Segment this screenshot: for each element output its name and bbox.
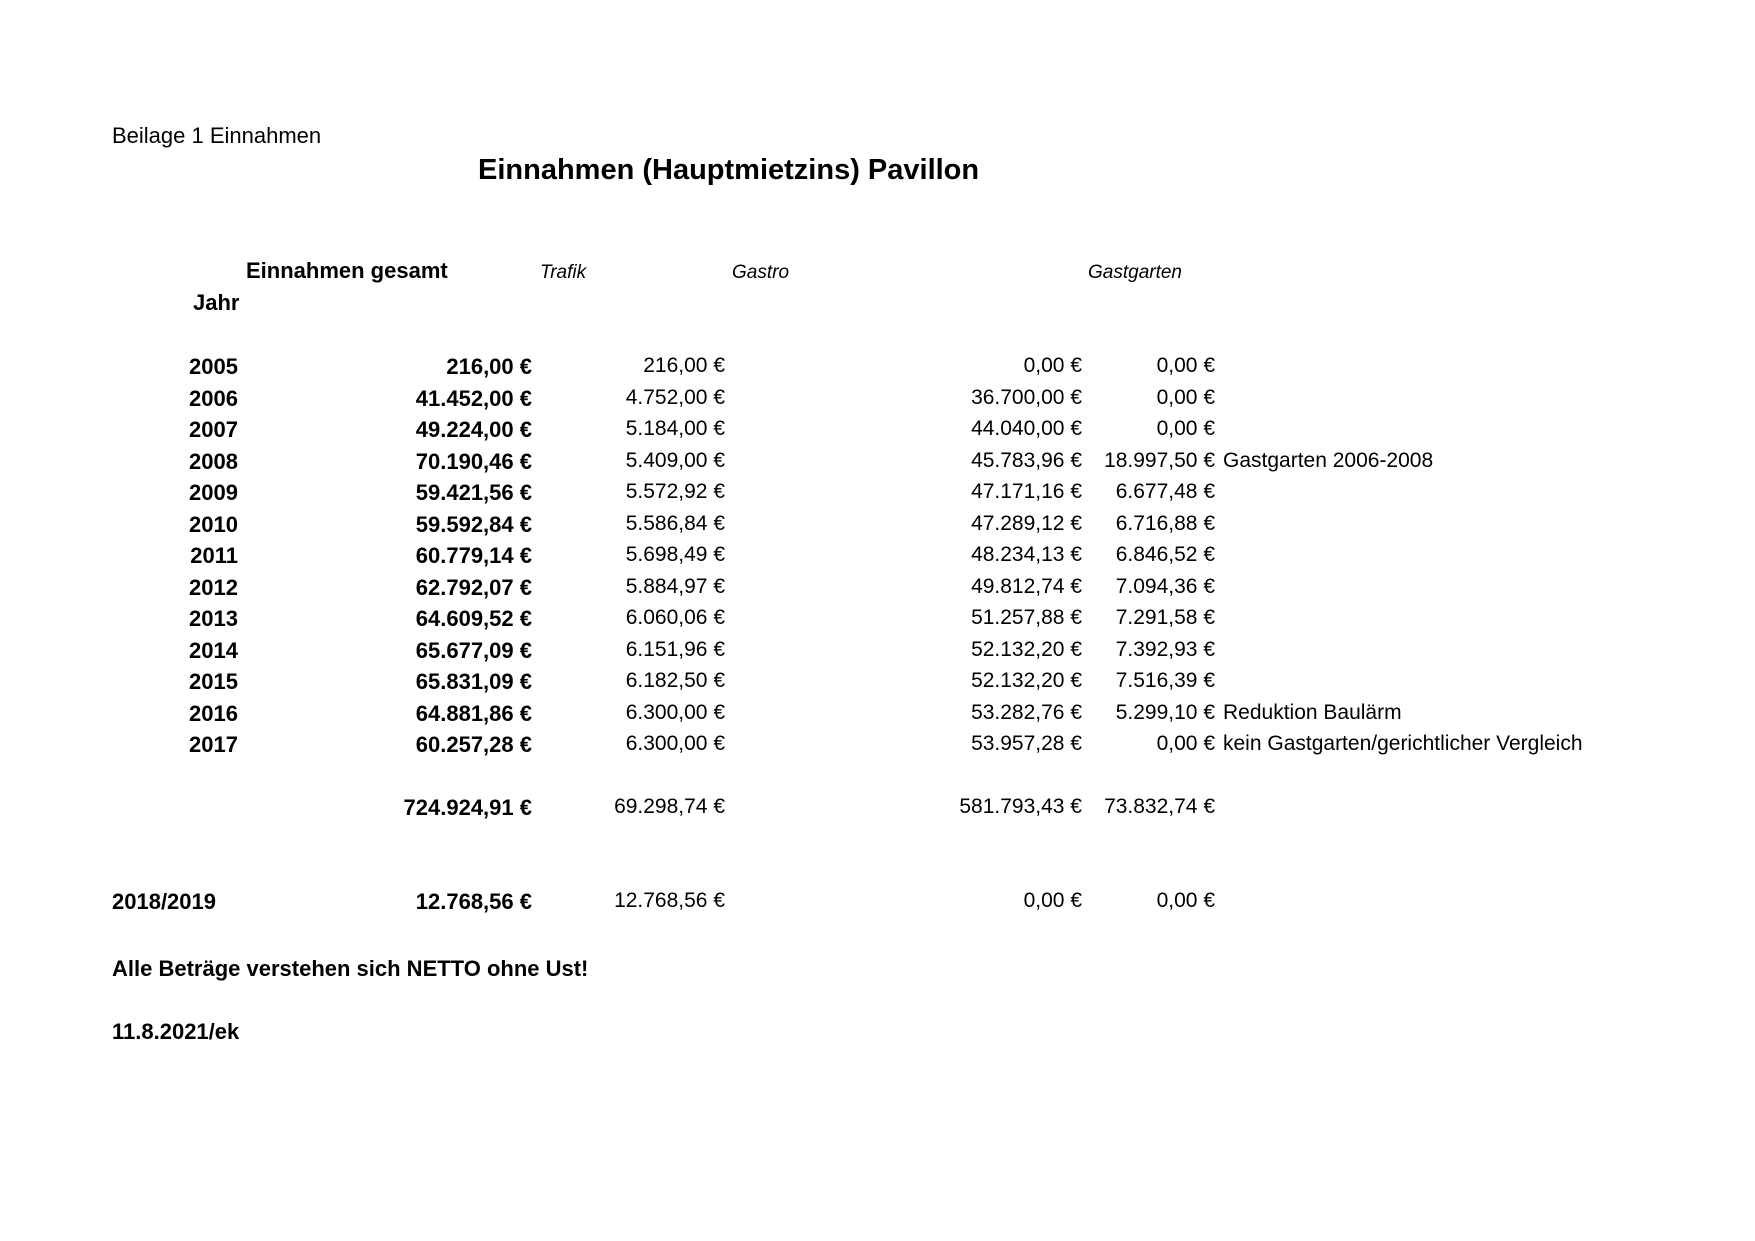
row-total: 216,00 €	[446, 354, 532, 379]
row-gastgarten: 6.716,88 €	[1115, 512, 1215, 535]
row-trafik: 6.300,00 €	[625, 732, 725, 755]
row-gastgarten: 7.392,93 €	[1115, 638, 1215, 661]
row-gastro: 53.282,76 €	[971, 701, 1082, 724]
row-total: 49.224,00 €	[415, 417, 532, 442]
header-total: Einnahmen gesamt	[246, 258, 448, 283]
sum-trafik: 69.298,74 €	[614, 795, 725, 818]
row-trafik: 6.300,00 €	[625, 701, 725, 724]
row-gastgarten: 6.677,48 €	[1115, 480, 1215, 503]
row-year: 2013	[189, 606, 238, 631]
row-year: 2017	[189, 732, 238, 757]
row-note: Reduktion Baulärm	[1223, 701, 1402, 724]
row-total: 41.452,00 €	[415, 386, 532, 411]
document-label: Beilage 1 Einnahmen	[112, 123, 322, 148]
table-row	[0, 476, 1755, 506]
row-gastro: 0,00 €	[1023, 354, 1082, 377]
header-gastgarten: Gastgarten	[1088, 262, 1182, 283]
sum-row	[0, 791, 1755, 821]
netto-note: Alle Beträge verstehen sich NETTO ohne Ust!	[112, 956, 589, 981]
row-gastgarten: 6.846,52 €	[1115, 543, 1215, 566]
row-gastgarten: 0,00 €	[1156, 354, 1215, 377]
sum-gastro: 581.793,43 €	[959, 795, 1082, 818]
header-gastro: Gastro	[732, 262, 790, 283]
row-trafik: 5.409,00 €	[625, 449, 725, 472]
row-gastgarten: 0,00 €	[1156, 386, 1215, 409]
row-total: 59.592,84 €	[415, 512, 532, 537]
period-gastro: 0,00 €	[1023, 889, 1082, 912]
row-year: 2007	[189, 417, 238, 442]
table-row	[0, 697, 1755, 727]
row-gastro: 52.132,20 €	[971, 638, 1082, 661]
row-total: 64.609,52 €	[415, 606, 532, 631]
table-row	[0, 665, 1755, 695]
row-year: 2011	[190, 543, 238, 568]
row-gastgarten: 0,00 €	[1156, 417, 1215, 440]
header-jahr: Jahr	[193, 290, 240, 315]
row-year: 2016	[189, 701, 238, 726]
row-year: 2005	[189, 354, 238, 379]
row-year: 2006	[189, 386, 238, 411]
period-label: 2018/2019	[112, 889, 216, 914]
row-gastro: 47.289,12 €	[971, 512, 1082, 535]
row-total: 70.190,46 €	[415, 449, 532, 474]
table-row	[0, 571, 1755, 601]
document-date: 11.8.2021/ek	[112, 1019, 240, 1044]
row-gastgarten: 5.299,10 €	[1115, 701, 1215, 724]
row-trafik: 5.572,92 €	[625, 480, 725, 503]
table-row	[0, 539, 1755, 569]
row-gastro: 48.234,13 €	[971, 543, 1082, 566]
row-total: 60.779,14 €	[415, 543, 532, 568]
row-total: 64.881,86 €	[415, 701, 532, 726]
period-gastgarten: 0,00 €	[1156, 889, 1215, 912]
row-trafik: 6.151,96 €	[625, 638, 725, 661]
row-gastro: 51.257,88 €	[971, 606, 1082, 629]
row-gastro: 49.812,74 €	[971, 575, 1082, 598]
row-year: 2014	[189, 638, 238, 663]
row-total: 65.831,09 €	[415, 669, 532, 694]
row-gastro: 53.957,28 €	[971, 732, 1082, 755]
row-gastgarten: 7.094,36 €	[1115, 575, 1215, 598]
row-gastgarten: 0,00 €	[1156, 732, 1215, 755]
row-gastro: 44.040,00 €	[971, 417, 1082, 440]
row-trafik: 5.698,49 €	[625, 543, 725, 566]
row-total: 65.677,09 €	[415, 638, 532, 663]
row-total: 59.421,56 €	[415, 480, 532, 505]
row-total: 62.792,07 €	[415, 575, 532, 600]
row-trafik: 6.060,06 €	[625, 606, 725, 629]
page-title: Einnahmen (Hauptmietzins) Pavillon	[478, 154, 980, 186]
row-trafik: 6.182,50 €	[625, 669, 725, 692]
period-trafik: 12.768,56 €	[614, 889, 725, 912]
table-row	[0, 728, 1755, 758]
row-gastro: 45.783,96 €	[971, 449, 1082, 472]
table-row	[0, 602, 1755, 632]
row-trafik: 5.884,97 €	[625, 575, 725, 598]
table-row	[0, 413, 1755, 443]
row-year: 2010	[189, 512, 238, 537]
header-trafik: Trafik	[540, 262, 587, 283]
table-row	[0, 634, 1755, 664]
table-row	[0, 445, 1755, 475]
period-total: 12.768,56 €	[415, 889, 532, 914]
row-trafik: 216,00 €	[643, 354, 725, 377]
row-trafik: 5.586,84 €	[625, 512, 725, 535]
row-year: 2015	[189, 669, 238, 694]
row-year: 2012	[189, 575, 238, 600]
table-row	[0, 350, 1755, 380]
row-note: Gastgarten 2006-2008	[1223, 449, 1434, 472]
row-trafik: 4.752,00 €	[625, 386, 725, 409]
sum-total: 724.924,91 €	[403, 795, 532, 820]
row-gastro: 52.132,20 €	[971, 669, 1082, 692]
row-gastro: 36.700,00 €	[971, 386, 1082, 409]
row-year: 2009	[189, 480, 238, 505]
sum-gastgarten: 73.832,74 €	[1104, 795, 1215, 818]
row-gastgarten: 7.516,39 €	[1115, 669, 1215, 692]
table-row	[0, 382, 1755, 412]
row-trafik: 5.184,00 €	[625, 417, 725, 440]
row-total: 60.257,28 €	[415, 732, 532, 757]
row-gastgarten: 18.997,50 €	[1104, 449, 1215, 472]
table-row	[0, 508, 1755, 538]
row-year: 2008	[189, 449, 238, 474]
row-note: kein Gastgarten/gerichtlicher Vergleich	[1223, 732, 1583, 755]
row-gastgarten: 7.291,58 €	[1115, 606, 1215, 629]
period-row	[0, 885, 1755, 915]
row-gastro: 47.171,16 €	[971, 480, 1082, 503]
